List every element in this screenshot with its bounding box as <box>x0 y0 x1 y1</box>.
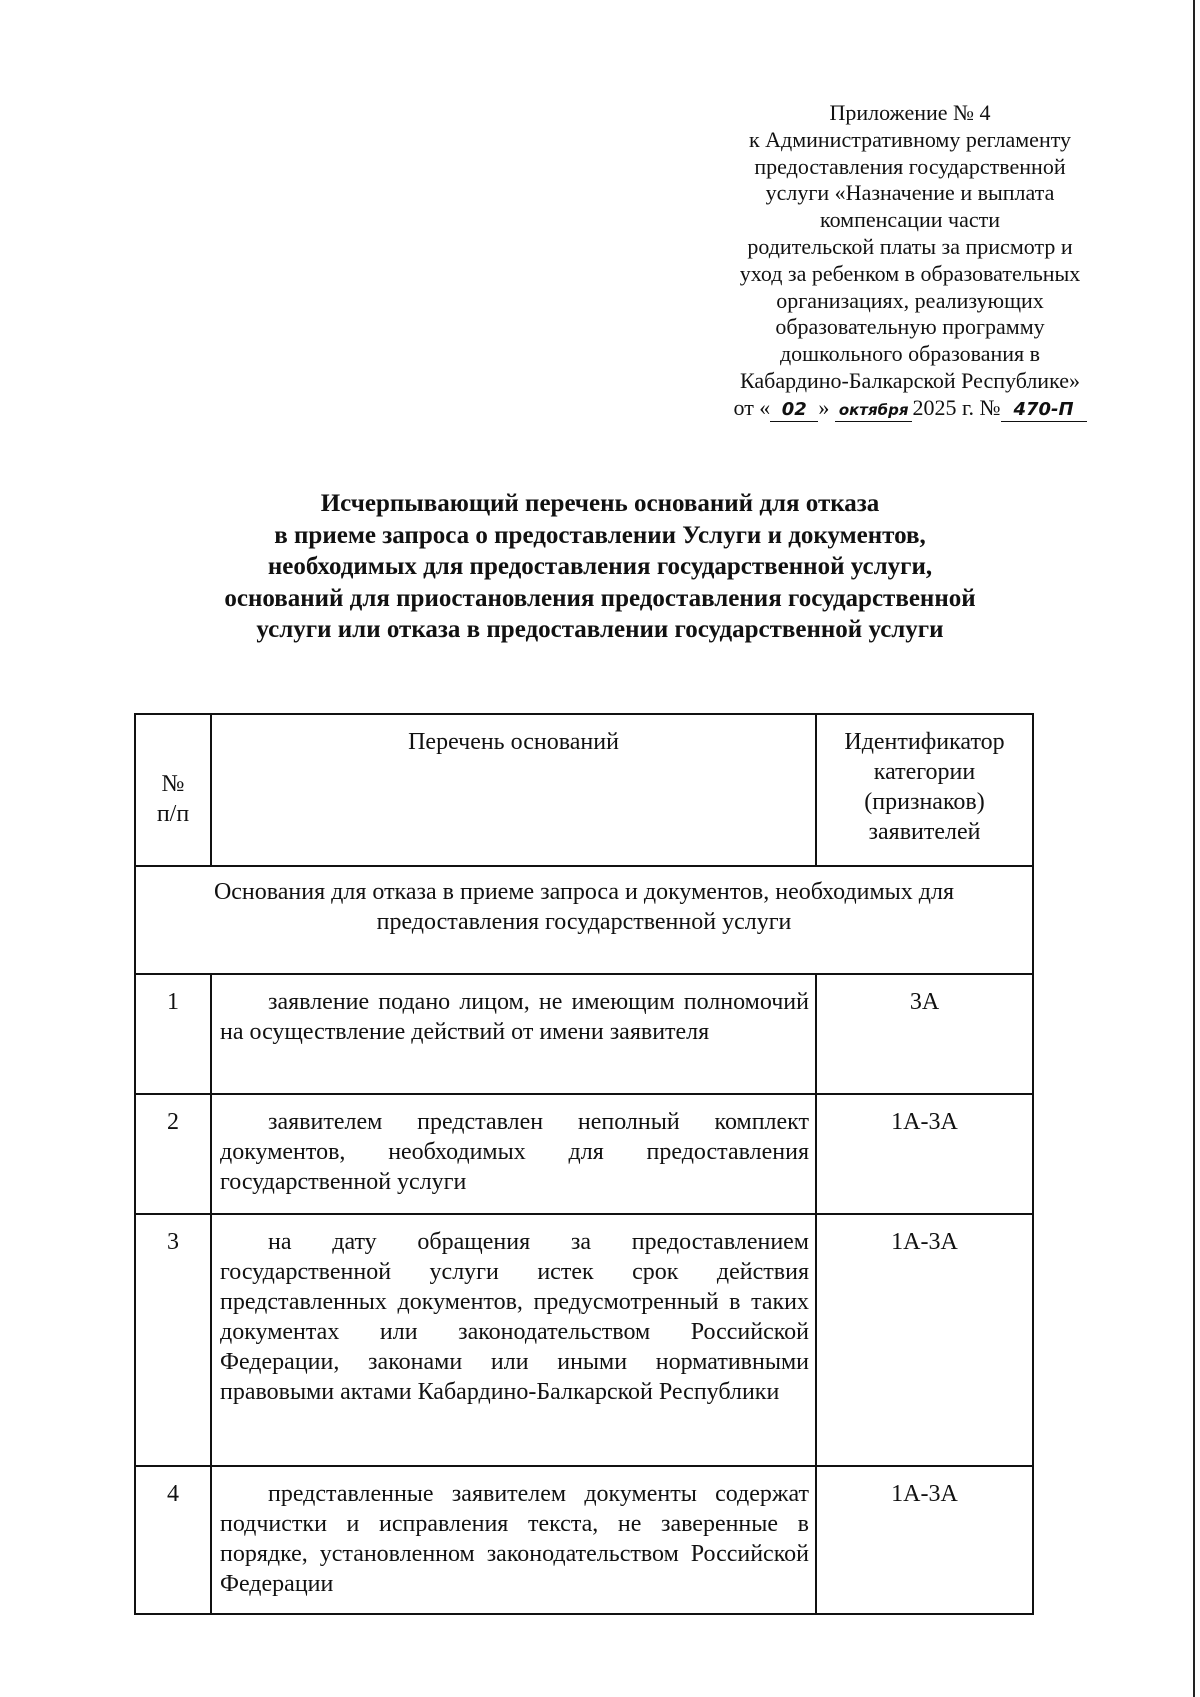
table-header-row <box>135 714 1033 866</box>
row-ground-text-value: заявителем представлен неполный комплект документов, необходимых для предоставления государственной услуги <box>220 1109 809 1195</box>
title-line: Исчерпывающий перечень оснований для отказа <box>320 490 880 517</box>
appendix-line: дошкольного образования в <box>779 341 1041 367</box>
header-number <box>135 714 211 866</box>
appendix-line: услуги «Назначение и выплата <box>765 180 1055 206</box>
row-ground-text <box>211 1466 816 1614</box>
row-number: 1 <box>135 974 211 1094</box>
row-ground-text <box>211 974 816 1094</box>
appendix-line: родительской платы за присмотр и <box>747 233 1073 259</box>
document-title <box>150 488 1050 646</box>
row-ground-text <box>211 1094 816 1214</box>
date-prefix: от « <box>733 394 771 420</box>
row-ground-text <box>211 1214 816 1466</box>
row-category-id: 1А-3А <box>816 1094 1033 1214</box>
handwritten-number: 470-П <box>1001 399 1087 422</box>
header-number-label: п/п <box>156 800 190 827</box>
row-category-id: 1А-3А <box>816 1466 1033 1614</box>
appendix-line: образовательную программу <box>775 314 1045 340</box>
title-line: услуги или отказа в предоставлении государственной услуги <box>256 616 944 643</box>
scan-edge-line <box>1193 0 1195 1697</box>
row-category-id: 1А-3А <box>816 1214 1033 1466</box>
handwritten-day: 02 <box>770 399 818 422</box>
appendix-line: Приложение № 4 <box>829 100 991 125</box>
header-grounds-list: Перечень оснований <box>211 714 816 866</box>
appendix-line: уход за ребенком в образовательных <box>739 260 1081 286</box>
appendix-date-line <box>700 395 1120 422</box>
row-ground-text-value: заявление подано лицом, не имеющим полномочий на осуществление действий от имени заявителя <box>220 989 809 1045</box>
appendix-line: организациях, реализующих <box>776 287 1044 313</box>
grounds-table <box>134 713 1034 1615</box>
appendix-line: предоставления государственной <box>754 153 1066 179</box>
date-year: 2025 г. № <box>912 394 1001 420</box>
handwritten-month: октября <box>835 399 913 422</box>
appendix-line: компенсации части <box>820 207 1000 233</box>
row-ground-text-value: на дату обращения за предоставлением государственной услуги истек срок действия представленных документов, предусмотренный в таких документах или законодательством Российской Федерации, законами или иными нормативными правовыми актами Кабардино-Балкарской Республики <box>220 1229 809 1405</box>
title-line: необходимых для предоставления государственной услуги, <box>267 553 933 580</box>
header-number-symbol: № <box>161 770 185 797</box>
table-row <box>135 1094 1033 1214</box>
table-row <box>135 1214 1033 1466</box>
section-row <box>135 866 1033 974</box>
appendix-line: Кабардино-Балкарской Республике» <box>740 367 1080 393</box>
table-row <box>135 1466 1033 1614</box>
appendix-header <box>700 100 1120 422</box>
title-line: оснований для приостановления предоставления государственной <box>224 584 976 612</box>
title-line: в приеме запроса о предоставлении Услуги и документов, <box>274 521 926 549</box>
header-applicant-category: Идентификатор категории (признаков) заявителей <box>816 714 1033 866</box>
row-category-id: 3А <box>816 974 1033 1094</box>
row-number: 2 <box>135 1094 211 1214</box>
section-title: Основания для отказа в приеме запроса и документов, необходимых для предоставления государственной услуги <box>135 866 1033 974</box>
row-ground-text-value: представленные заявителем документы содержат подчистки и исправления текста, не заверенные в порядке, установленном законодательством Российской Федерации <box>220 1481 809 1597</box>
date-separator: » <box>818 394 830 420</box>
appendix-line: к Административному регламенту <box>748 126 1072 152</box>
row-number: 4 <box>135 1466 211 1614</box>
table-row <box>135 974 1033 1094</box>
row-number: 3 <box>135 1214 211 1466</box>
